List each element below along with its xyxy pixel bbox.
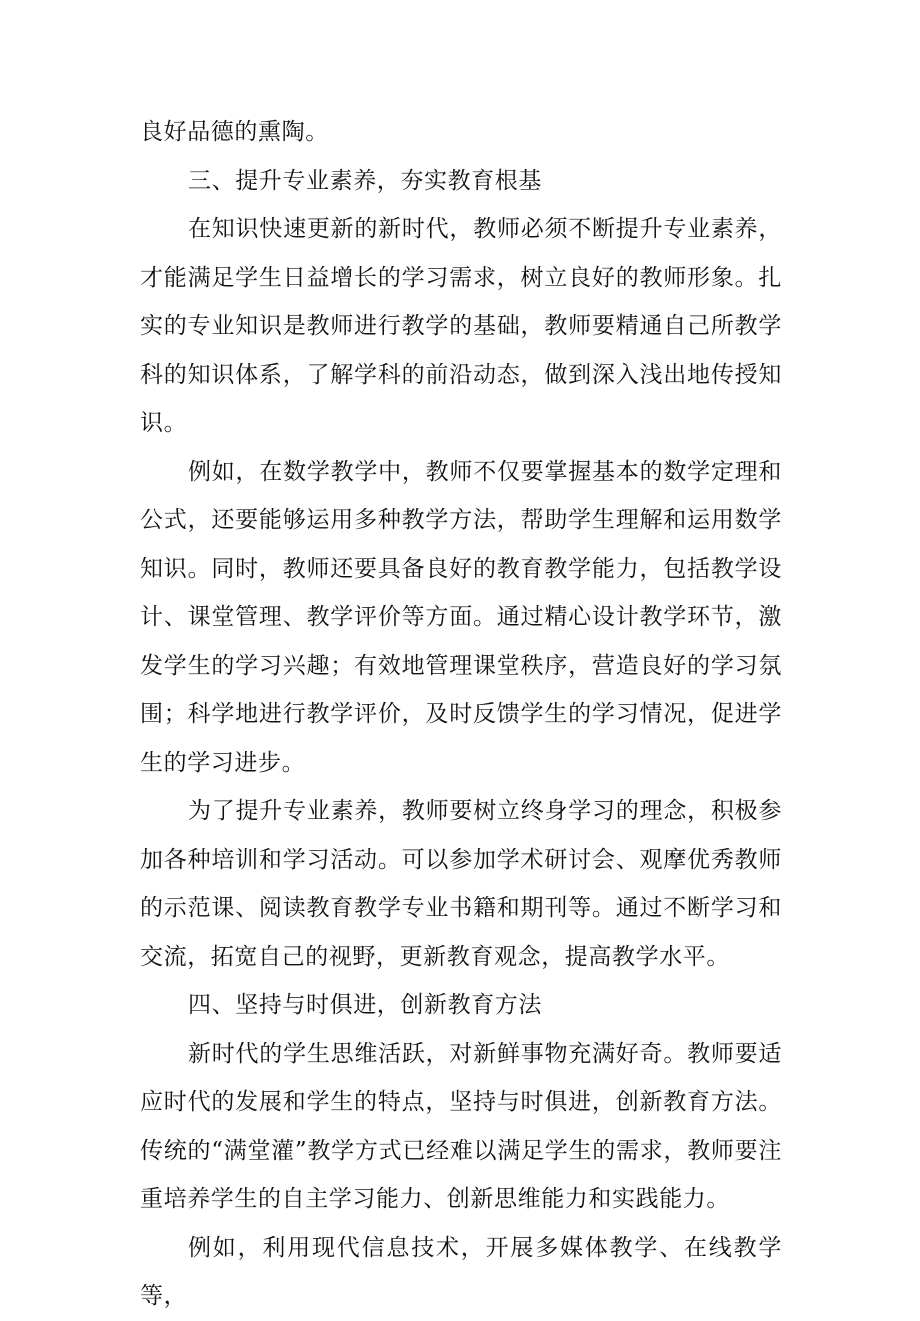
paragraph-continuation: 良好品德的熏陶。 xyxy=(140,119,329,145)
paragraph: 例如，在数学教学中，教师不仅要掌握基本的数学定理和公式，还要能够运用多种教学方法，帮助学生理解和运用数学知识。同时，教师还要具备良好的教育教学能力，包括教学设计、课堂管理、教学评价等方面。通过精心设计教学环节，激发学生的学习兴趣；有效地管理课堂秩序，营造良好的学习氛围；科学地进行教学评价，及时反馈学生的学习情况，促进学生的学习进步。 xyxy=(140,458,782,776)
section-heading-4: 四、坚持与时俱进，创新教育方法 xyxy=(188,992,542,1018)
paragraph: 新时代的学生思维活跃，对新鲜事物充满好奇。教师要适应时代的发展和学生的特点，坚持与时俱进，创新教育方法。传统的“满堂灌”教学方式已经难以满足学生的需求，教师要注重培养学生的自主学习能力、创新思维能力和实践能力。 xyxy=(140,1040,782,1212)
paragraph: 为了提升专业素养，教师要树立终身学习的理念，积极参加各种培训和学习活动。可以参加学术研讨会、观摩优秀教师的示范课、阅读教育教学专业书籍和期刊等。通过不断学习和交流，拓宽自己的视野，更新教育观念，提高教学水平。 xyxy=(140,798,782,970)
document-body xyxy=(140,108,782,1321)
paragraph: 例如，利用现代信息技术，开展多媒体教学、在线教学等， xyxy=(140,1234,782,1309)
paragraph: 在知识快速更新的新时代，教师必须不断提升专业素养，才能满足学生日益增长的学习需求，树立良好的教师形象。扎实的专业知识是教师进行教学的基础，教师要精通自己所教学科的知识体系，了解学科的前沿动态，做到深入浅出地传授知识。 xyxy=(140,216,782,436)
section-heading-3: 三、提升专业素养，夯实教育根基 xyxy=(188,167,542,194)
